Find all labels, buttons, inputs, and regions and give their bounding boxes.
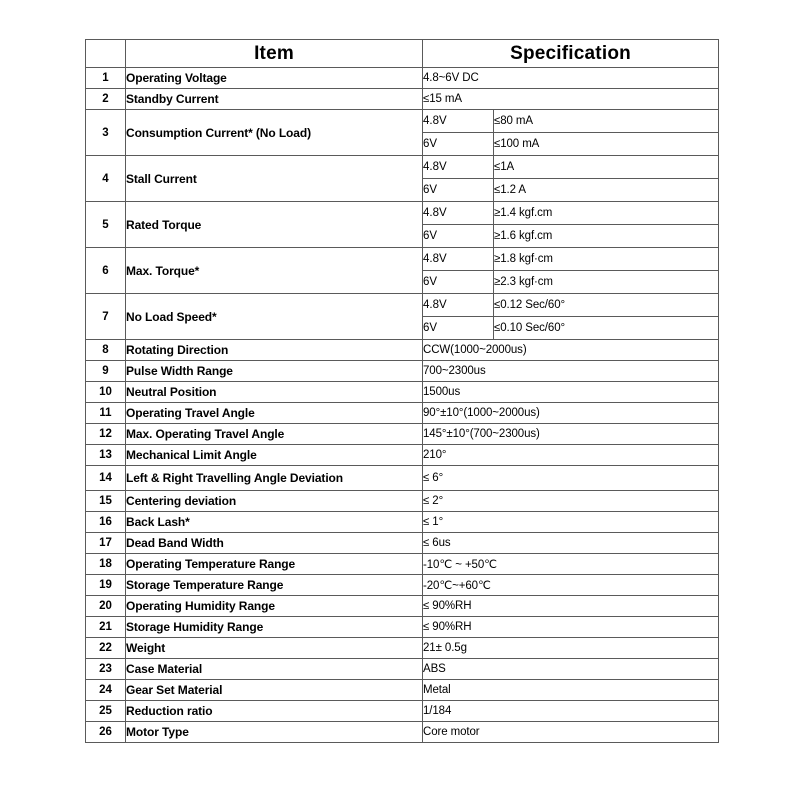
- table-row: [86, 575, 719, 596]
- row-item-label: Mechanical Limit Angle: [126, 445, 423, 466]
- row-item-label: Storage Temperature Range: [126, 575, 423, 596]
- row-item-label: Neutral Position: [126, 382, 423, 403]
- specification-table: [85, 39, 719, 743]
- table-row: [86, 638, 719, 659]
- header-index: [86, 40, 126, 68]
- row-voltage-condition: 4.8V: [423, 110, 494, 133]
- row-specification-value: ≥1.4 kgf.cm: [494, 202, 719, 225]
- row-voltage-condition: 4.8V: [423, 294, 494, 317]
- row-specification-value: -20℃~+60℃: [423, 575, 719, 596]
- row-item-label: Operating Humidity Range: [126, 596, 423, 617]
- table-body: [86, 40, 719, 743]
- table-row: [86, 533, 719, 554]
- row-voltage-condition: 6V: [423, 317, 494, 340]
- table-row: [86, 445, 719, 466]
- row-index: 19: [86, 575, 126, 596]
- table-row: [86, 382, 719, 403]
- row-specification-value: ≤ 90%RH: [423, 617, 719, 638]
- header-item: Item: [126, 40, 423, 68]
- row-index: 11: [86, 403, 126, 424]
- row-item-label: Standby Current: [126, 89, 423, 110]
- row-specification-value: CCW(1000~2000us): [423, 340, 719, 361]
- row-specification-value: ≤ 6°: [423, 466, 719, 491]
- row-item-label: Case Material: [126, 659, 423, 680]
- row-index: 15: [86, 491, 126, 512]
- row-voltage-condition: 6V: [423, 133, 494, 156]
- row-index: 14: [86, 466, 126, 491]
- table-row: [86, 491, 719, 512]
- table-row: [86, 340, 719, 361]
- row-specification-value: 145°±10°(700~2300us): [423, 424, 719, 445]
- row-index: 1: [86, 68, 126, 89]
- row-item-label: Rated Torque: [126, 202, 423, 248]
- row-index: 26: [86, 722, 126, 743]
- row-specification-value: 90°±10°(1000~2000us): [423, 403, 719, 424]
- row-item-label: Operating Voltage: [126, 68, 423, 89]
- row-item-label: Left & Right Travelling Angle Deviation: [126, 466, 423, 491]
- table-row: [86, 596, 719, 617]
- row-index: 9: [86, 361, 126, 382]
- row-specification-value: ≥2.3 kgf·cm: [494, 271, 719, 294]
- table-row: [86, 554, 719, 575]
- table-row: [86, 722, 719, 743]
- row-index: 8: [86, 340, 126, 361]
- row-specification-value: 1/184: [423, 701, 719, 722]
- row-specification-value: ≥1.8 kgf·cm: [494, 248, 719, 271]
- row-specification-value: ≤100 mA: [494, 133, 719, 156]
- row-index: 20: [86, 596, 126, 617]
- table-row: [86, 361, 719, 382]
- row-specification-value: ≤ 6us: [423, 533, 719, 554]
- row-specification-value: 4.8~6V DC: [423, 68, 719, 89]
- row-index: 23: [86, 659, 126, 680]
- row-index: 16: [86, 512, 126, 533]
- table-row: [86, 466, 719, 491]
- row-item-label: Gear Set Material: [126, 680, 423, 701]
- row-specification-value: ≤0.10 Sec/60°: [494, 317, 719, 340]
- row-voltage-condition: 4.8V: [423, 248, 494, 271]
- table-row: [86, 110, 719, 133]
- row-item-label: Centering deviation: [126, 491, 423, 512]
- row-specification-value: Core motor: [423, 722, 719, 743]
- row-specification-value: Metal: [423, 680, 719, 701]
- row-item-label: Pulse Width Range: [126, 361, 423, 382]
- table-row: [86, 424, 719, 445]
- row-specification-value: 210°: [423, 445, 719, 466]
- row-specification-value: ≤0.12 Sec/60°: [494, 294, 719, 317]
- row-index: 22: [86, 638, 126, 659]
- row-specification-value: ≤1.2 A: [494, 179, 719, 202]
- row-item-label: Stall Current: [126, 156, 423, 202]
- row-index: 24: [86, 680, 126, 701]
- row-index: 13: [86, 445, 126, 466]
- row-item-label: Rotating Direction: [126, 340, 423, 361]
- row-index: 3: [86, 110, 126, 156]
- row-index: 4: [86, 156, 126, 202]
- row-index: 12: [86, 424, 126, 445]
- table-row: [86, 680, 719, 701]
- row-index: 21: [86, 617, 126, 638]
- row-item-label: Back Lash*: [126, 512, 423, 533]
- table-row: [86, 403, 719, 424]
- row-item-label: Operating Travel Angle: [126, 403, 423, 424]
- row-index: 17: [86, 533, 126, 554]
- table-row: [86, 294, 719, 317]
- row-item-label: Storage Humidity Range: [126, 617, 423, 638]
- row-voltage-condition: 6V: [423, 271, 494, 294]
- row-specification-value: ≤1A: [494, 156, 719, 179]
- row-item-label: Dead Band Width: [126, 533, 423, 554]
- row-index: 7: [86, 294, 126, 340]
- row-index: 6: [86, 248, 126, 294]
- row-voltage-condition: 4.8V: [423, 202, 494, 225]
- row-specification-value: ABS: [423, 659, 719, 680]
- header-specification: Specification: [423, 40, 719, 68]
- row-item-label: Weight: [126, 638, 423, 659]
- row-voltage-condition: 4.8V: [423, 156, 494, 179]
- row-specification-value: 21± 0.5g: [423, 638, 719, 659]
- table-row: [86, 512, 719, 533]
- row-specification-value: ≤80 mA: [494, 110, 719, 133]
- row-index: 5: [86, 202, 126, 248]
- row-item-label: Reduction ratio: [126, 701, 423, 722]
- table-row: [86, 89, 719, 110]
- row-specification-value: ≤ 1°: [423, 512, 719, 533]
- row-specification-value: 700~2300us: [423, 361, 719, 382]
- row-item-label: Max. Torque*: [126, 248, 423, 294]
- row-item-label: No Load Speed*: [126, 294, 423, 340]
- table-row: [86, 68, 719, 89]
- row-item-label: Operating Temperature Range: [126, 554, 423, 575]
- row-index: 2: [86, 89, 126, 110]
- row-item-label: Motor Type: [126, 722, 423, 743]
- row-specification-value: -10℃ ~ +50℃: [423, 554, 719, 575]
- table-row: [86, 202, 719, 225]
- row-item-label: Max. Operating Travel Angle: [126, 424, 423, 445]
- table-row: [86, 156, 719, 179]
- row-specification-value: ≤ 2°: [423, 491, 719, 512]
- row-item-label: Consumption Current* (No Load): [126, 110, 423, 156]
- table-header-row: [86, 40, 719, 68]
- row-specification-value: ≤15 mA: [423, 89, 719, 110]
- row-index: 18: [86, 554, 126, 575]
- row-index: 10: [86, 382, 126, 403]
- table-row: [86, 617, 719, 638]
- table-row: [86, 659, 719, 680]
- table-row: [86, 248, 719, 271]
- row-index: 25: [86, 701, 126, 722]
- row-specification-value: 1500us: [423, 382, 719, 403]
- row-voltage-condition: 6V: [423, 225, 494, 248]
- table-row: [86, 701, 719, 722]
- row-specification-value: ≥1.6 kgf.cm: [494, 225, 719, 248]
- row-voltage-condition: 6V: [423, 179, 494, 202]
- row-specification-value: ≤ 90%RH: [423, 596, 719, 617]
